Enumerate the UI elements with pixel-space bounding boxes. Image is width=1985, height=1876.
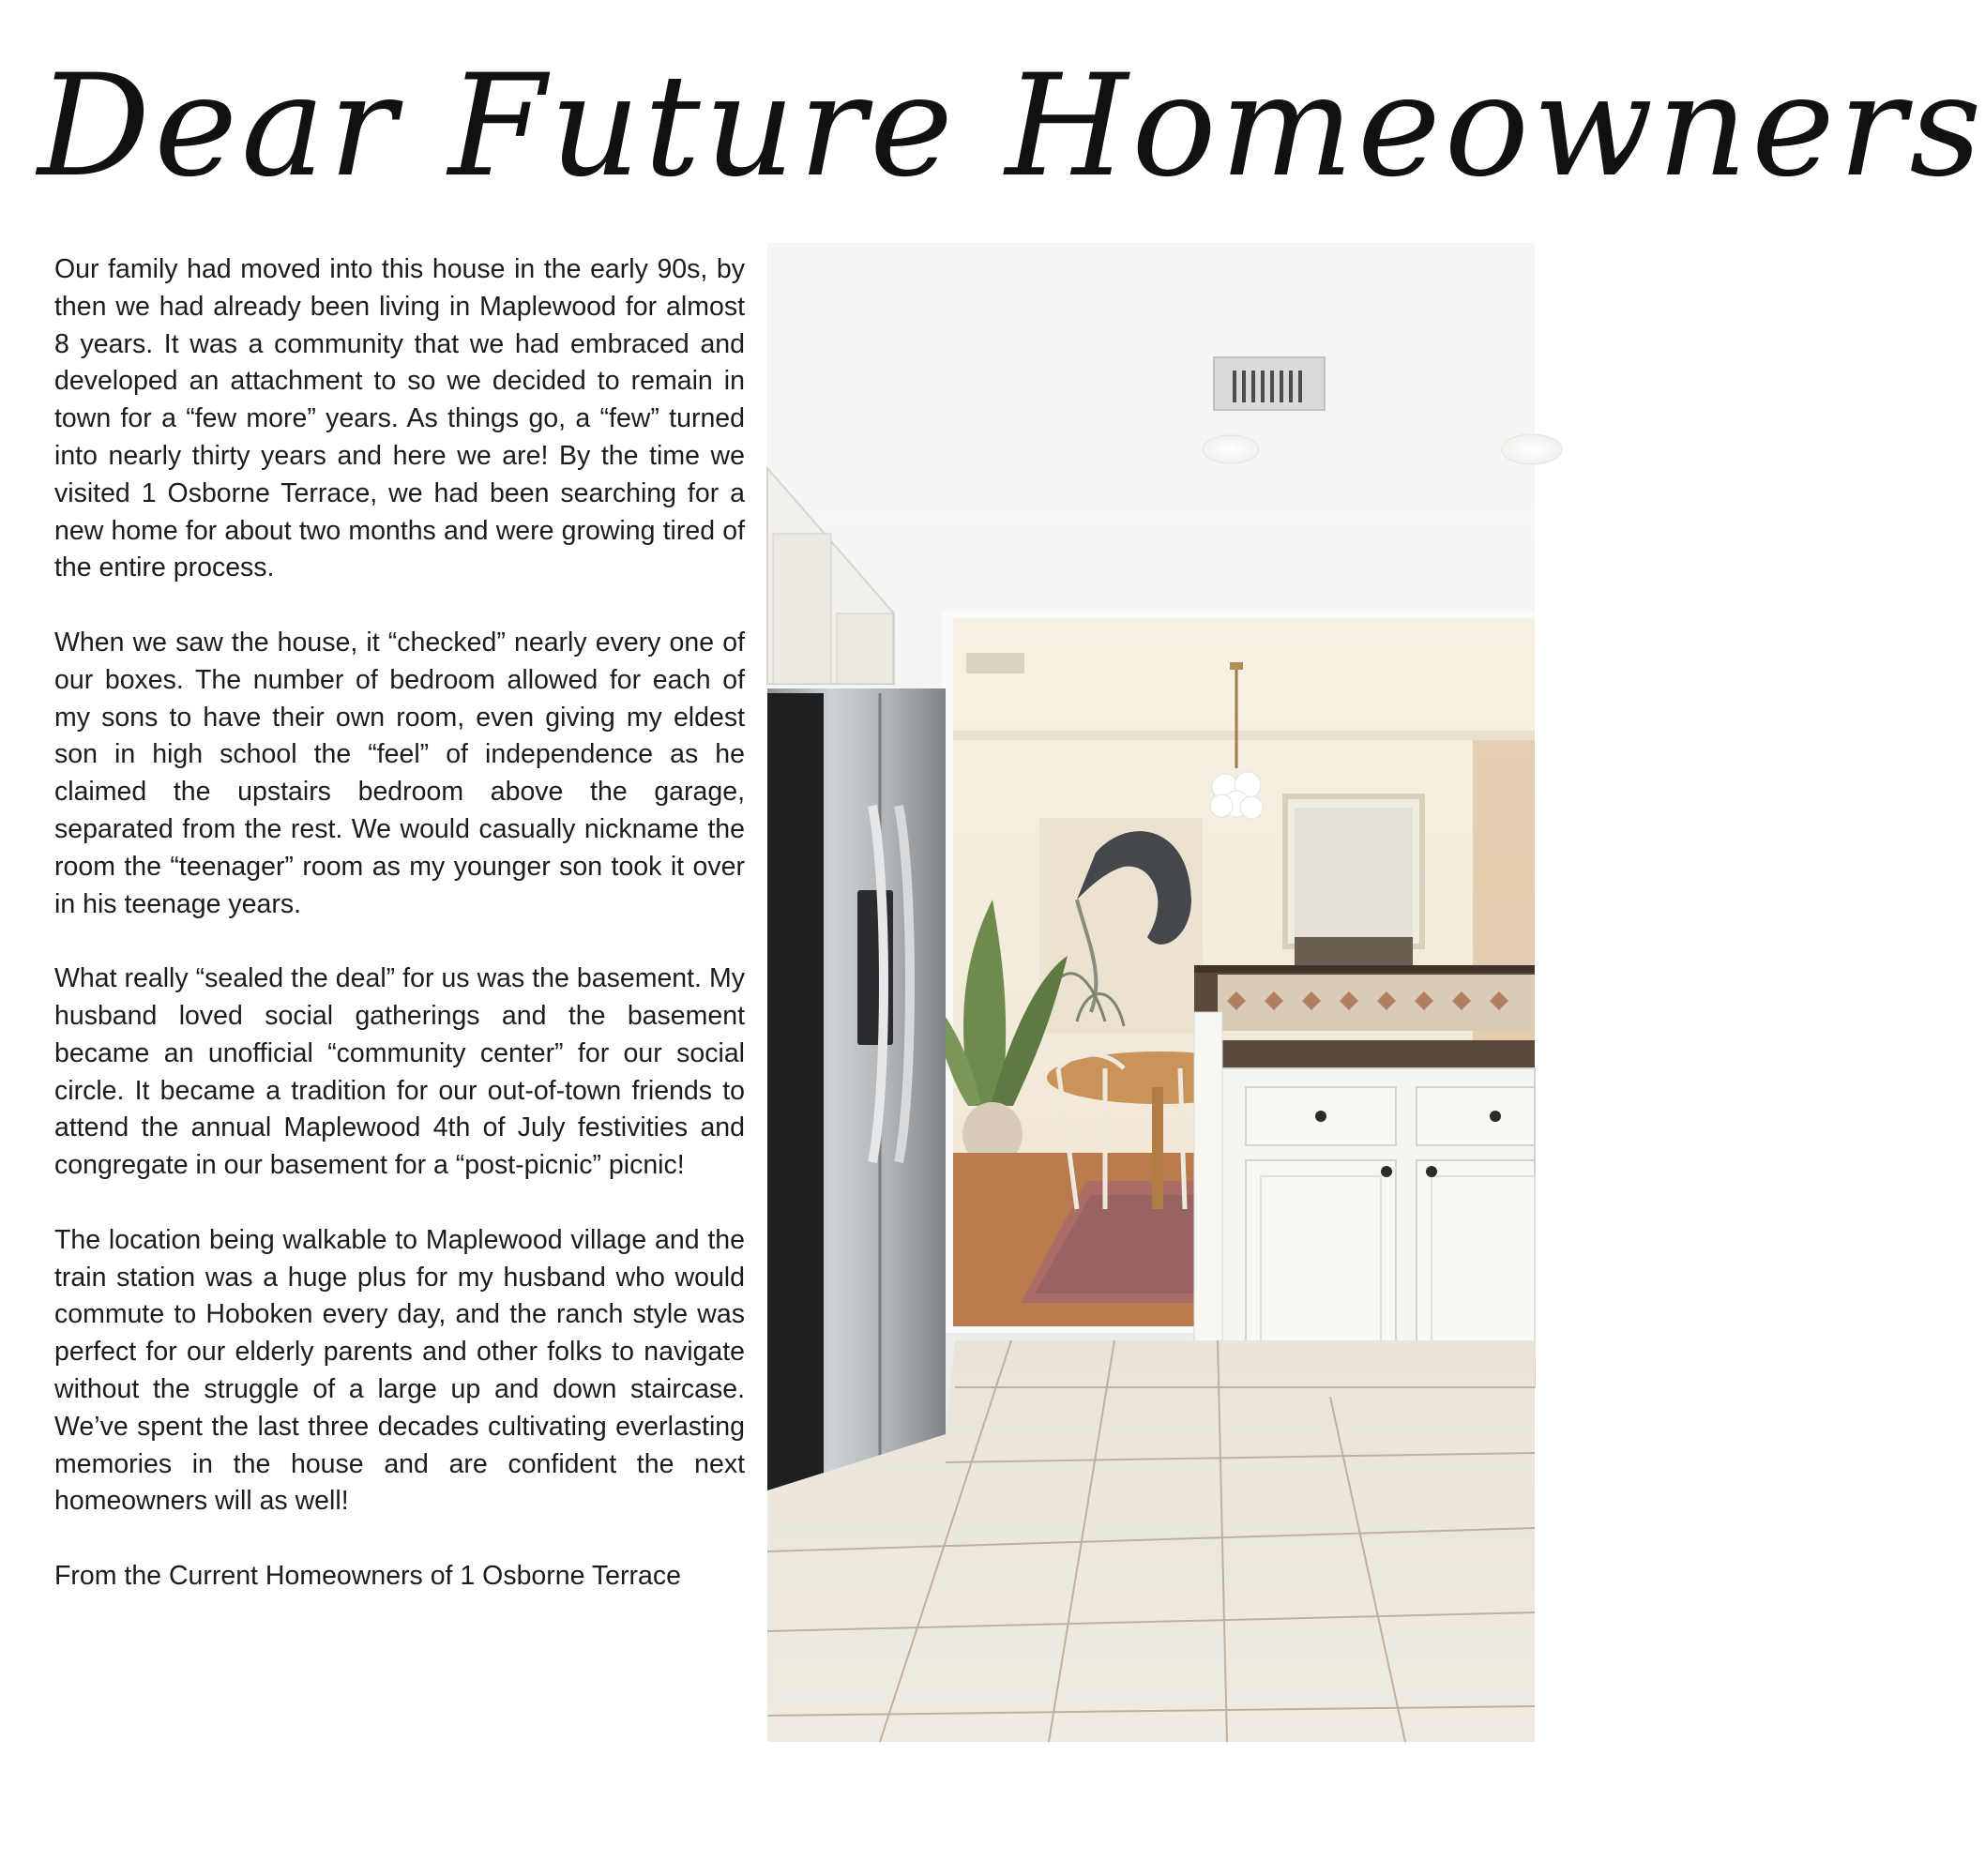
ceiling-light-left: [1203, 435, 1259, 463]
fridge-side-black: [767, 693, 824, 1490]
ceiling: [767, 243, 1535, 524]
letter-paragraph-4: The location being walkable to Maplewood village and the train station was a huge plus for my husband who would commute to Hoboken every day, and the ranch style was perfect for our elderly parents and other folks to navigate without the struggle of a large up and down staircase. We’ve spent the last three decades cultivating everlasting memories in the house and are confident the next homeowners will as well!: [54, 1224, 745, 1517]
page-title: Dear Future Homeowners: [38, 45, 1985, 208]
letter-paragraph-1: Our family had moved into this house in the early 90s, by then we had already been living in Maplewood for almost 8 years. It was a community that we had embraced and developed an attachment to so we decided to remain in town for a “few more” years. As things go, a “few” turned into nearly thirty years and here we are! By the time we visited 1 Osborne Terrace, we had been searching for a new home for about two months and were growing tired of the entire process.: [54, 254, 745, 583]
backsplash: [1218, 975, 1535, 1031]
letter-paragraph-3: What really “sealed the deal” for us was the basement. My husband loved social gatherings and the basement became an unofficial “community center” for our social circle. It became a tradition for our out-of-town friends to attend the annual Maplewood 4th of July festivities and congregate in our basement for a “post-picnic” picnic!: [54, 963, 745, 1181]
letter-body: [54, 251, 745, 1596]
cabinet-pillar: [1194, 1012, 1222, 1383]
letter-paragraph-2: When we saw the house, it “checked” nearly every one of our boxes. The number of bedroom allowed for each of my sons to have their own room, even giving my eldest son in high school the “feel” of independence as he claimed the upstairs bedroom above the garage, separated from the rest. We would casually nickname the room the “teenager” room as my younger son took it over in his teenage years.: [54, 627, 745, 919]
letter-signature: From the Current Homeowners of 1 Osborne Terrace: [54, 1560, 681, 1591]
ceiling-light-right: [1502, 434, 1562, 464]
kitchen-illustration: [767, 243, 1535, 1742]
kitchen-photo: [767, 243, 1535, 1742]
dining-vent: [966, 653, 1024, 673]
crown-molding: [953, 731, 1535, 740]
ceiling-vent: [1214, 357, 1325, 410]
